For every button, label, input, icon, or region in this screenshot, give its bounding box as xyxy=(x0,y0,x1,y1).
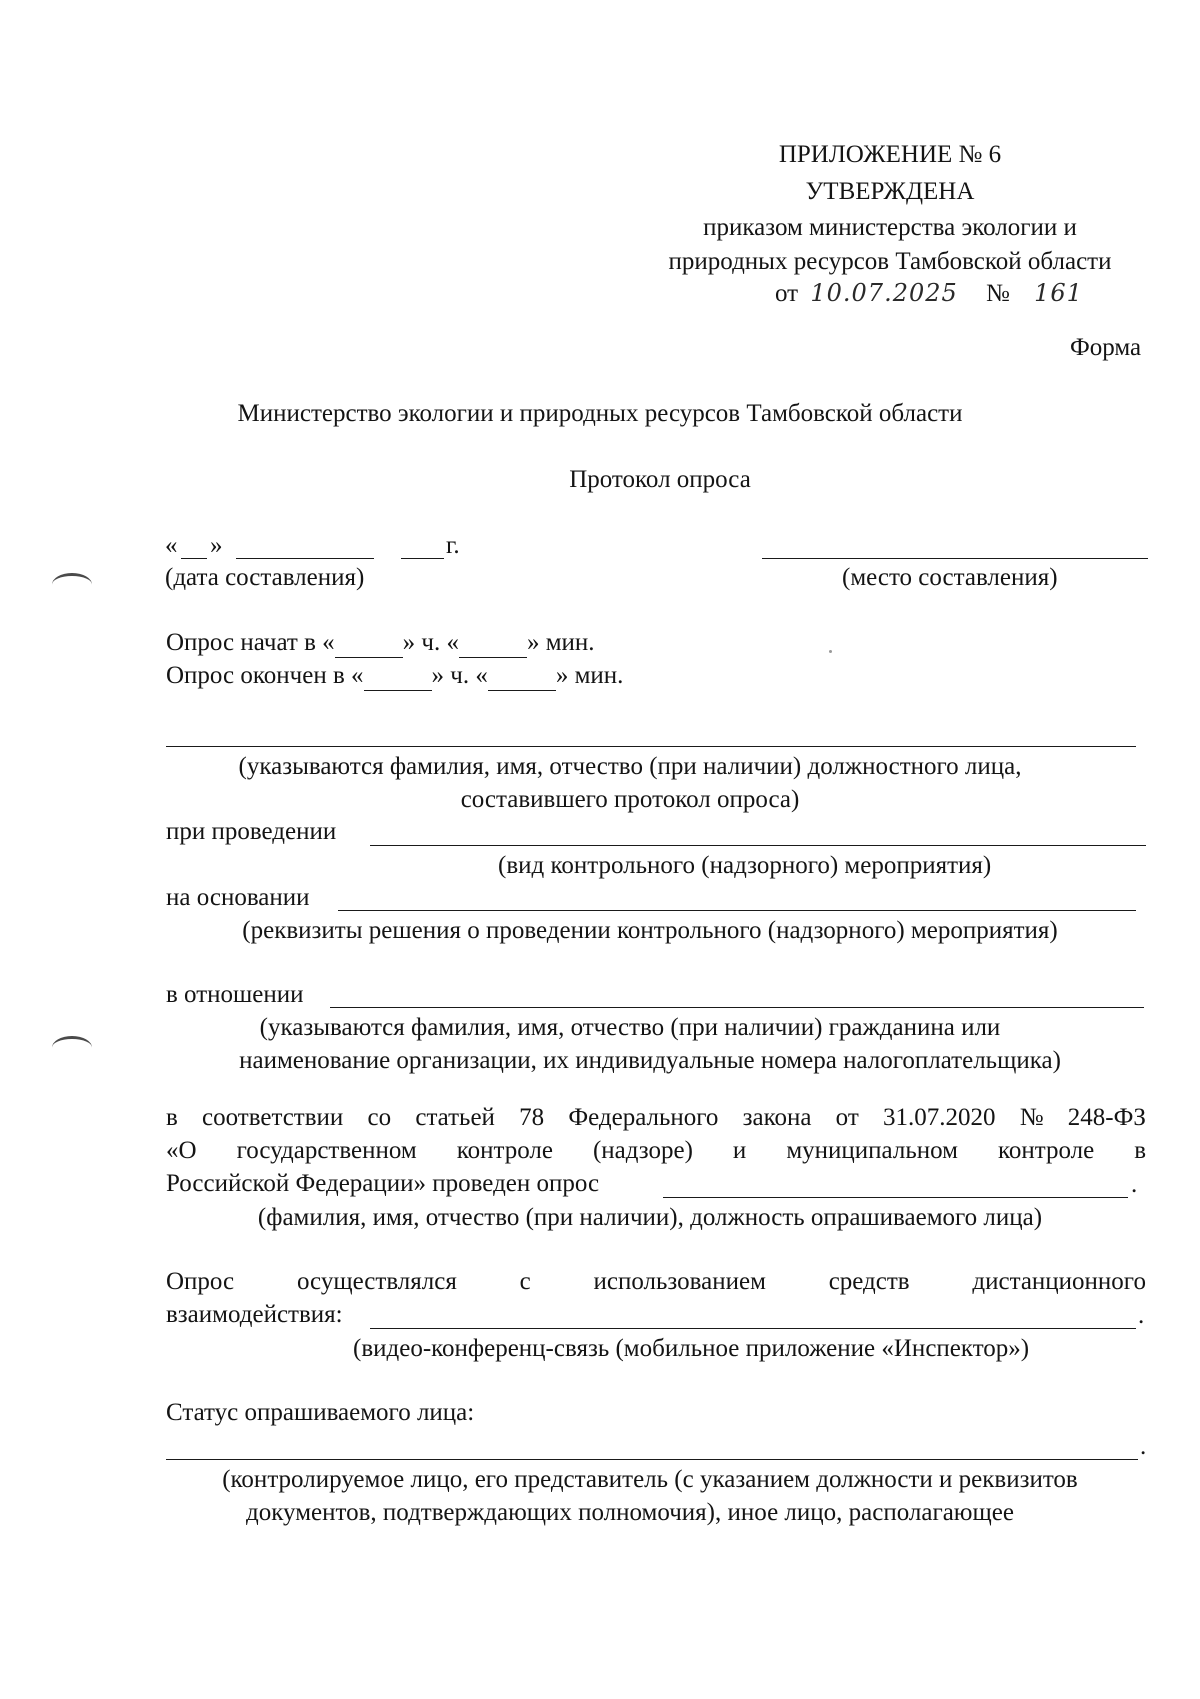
order-from-label: от xyxy=(775,280,799,307)
law-line-3: Российской Федерации» проведен опрос xyxy=(166,1170,600,1197)
justified-word: 78 xyxy=(519,1104,545,1131)
ministry-name: Министерство экологии и природных ресурсов Тамбовской области xyxy=(237,400,963,427)
interviewee-input[interactable] xyxy=(663,1169,1128,1198)
document-title: Протокол опроса xyxy=(569,466,751,493)
survey-end-row xyxy=(166,661,623,691)
status-caption-line-2: документов, подтверждающих полномочия), иное лицо, располагающее xyxy=(246,1499,1014,1526)
date-quote-open: « xyxy=(165,532,178,559)
appendix-number: ПРИЛОЖЕНИЕ № 6 xyxy=(778,141,1002,168)
justified-word: средств xyxy=(828,1268,910,1295)
interviewee-caption: (фамилия, имя, отчество (при наличии), должность опрашиваемого лица) xyxy=(257,1204,1043,1231)
justified-word: контроле xyxy=(997,1137,1095,1164)
approved-stamp-text: УТВЕРЖДЕНА xyxy=(805,178,975,205)
status-input[interactable] xyxy=(166,1431,1138,1460)
handwritten-order-number: 161 xyxy=(1034,279,1083,307)
start-minute-suffix: » мин. xyxy=(526,629,595,656)
justified-word: 248-ФЗ xyxy=(1067,1104,1146,1131)
law-line-1 xyxy=(166,1103,1146,1133)
conducting-input[interactable] xyxy=(370,817,1146,846)
form-label: Форма xyxy=(1070,334,1142,361)
law-line-2 xyxy=(166,1136,1146,1166)
justified-word: в xyxy=(1134,1137,1146,1164)
justified-word: Опрос xyxy=(166,1268,235,1295)
survey-end-label: Опрос окончен в « xyxy=(166,662,364,689)
status-label: Статус опрашиваемого лица: xyxy=(166,1399,475,1426)
order-line-1: приказом министерства экологии и xyxy=(703,214,1077,241)
regarding-label: в отношении xyxy=(166,981,304,1008)
regarding-input[interactable] xyxy=(330,979,1144,1008)
justified-word: статьей xyxy=(415,1104,495,1131)
date-month-input[interactable] xyxy=(236,530,374,559)
justified-word: Федерального xyxy=(568,1104,719,1131)
remote-period: . xyxy=(1138,1302,1145,1329)
justified-word: (надзоре) xyxy=(592,1137,693,1164)
end-minute-input[interactable] xyxy=(488,662,556,691)
start-hour-input[interactable] xyxy=(335,629,403,658)
survey-start-label: Опрос начат в « xyxy=(166,629,335,656)
date-caption: (дата составления) xyxy=(165,564,365,591)
justified-word: от xyxy=(835,1104,859,1131)
punch-hole-mark-bottom xyxy=(52,1036,92,1059)
order-number-label: № xyxy=(986,280,1010,307)
survey-start-row xyxy=(166,628,595,658)
interviewee-period: . xyxy=(1131,1171,1138,1198)
end-hour-suffix: » ч. « xyxy=(431,662,488,689)
date-year-suffix: г. xyxy=(446,532,460,559)
order-line-2: природных ресурсов Тамбовской области xyxy=(668,248,1112,275)
remote-method-input[interactable] xyxy=(370,1300,1136,1329)
end-minute-suffix: » мин. xyxy=(555,662,624,689)
handwritten-order-date: 10.07.2025 xyxy=(810,279,958,307)
status-caption-line-1: (контролируемое лицо, его представитель (с указанием должности и реквизитов xyxy=(222,1466,1078,1493)
justified-word: дистанционного xyxy=(972,1268,1146,1295)
place-caption: (место составления) xyxy=(842,564,1058,591)
remote-label: взаимодействия: xyxy=(166,1301,343,1328)
official-name-input[interactable] xyxy=(166,718,1136,747)
justified-word: контроле xyxy=(456,1137,553,1164)
basis-caption: (реквизиты решения о проведении контрольного (надзорного) мероприятия) xyxy=(242,917,1058,944)
basis-label: на основании xyxy=(166,884,310,911)
status-period: . xyxy=(1140,1433,1147,1460)
conducting-label: при проведении xyxy=(166,818,337,845)
justified-word: использованием xyxy=(593,1268,766,1295)
justified-word: осуществлялся xyxy=(296,1268,457,1295)
date-year-input[interactable] xyxy=(401,530,444,559)
scan-speck xyxy=(829,650,832,653)
remote-caption: (видео-конференц-связь (мобильное приложение «Инспектор») xyxy=(353,1335,1030,1362)
start-minute-input[interactable] xyxy=(459,629,527,658)
justified-word: и xyxy=(732,1137,747,1164)
justified-word: № xyxy=(1019,1104,1044,1131)
official-caption-line-2: составившего протокол опроса) xyxy=(460,786,800,813)
start-hour-suffix: » ч. « xyxy=(402,629,459,656)
justified-word: «О xyxy=(166,1137,197,1164)
conducting-caption: (вид контрольного (надзорного) мероприятия) xyxy=(498,852,992,879)
date-quote-close: » xyxy=(210,532,223,559)
regarding-caption-line-1: (указываются фамилия, имя, отчество (при наличии) гражданина или xyxy=(259,1014,1001,1041)
justified-word: государственном xyxy=(236,1137,417,1164)
end-hour-input[interactable] xyxy=(364,662,432,691)
justified-word: муниципальном xyxy=(786,1137,958,1164)
justified-word: с xyxy=(519,1268,531,1295)
place-input[interactable] xyxy=(762,530,1148,559)
justified-word: соответствии xyxy=(202,1104,344,1131)
justified-word: закона xyxy=(742,1104,812,1131)
basis-input[interactable] xyxy=(338,882,1136,911)
justified-word: 31.07.2020 xyxy=(883,1104,996,1131)
justified-word: со xyxy=(367,1104,392,1131)
official-caption-line-1: (указываются фамилия, имя, отчество (при наличии) должностного лица, xyxy=(238,753,1022,780)
order-date-row xyxy=(775,278,1083,309)
remote-line-1 xyxy=(166,1267,1146,1297)
justified-word: в xyxy=(166,1104,178,1131)
punch-hole-mark-top xyxy=(52,573,92,596)
date-day-input[interactable] xyxy=(181,530,207,559)
regarding-caption-line-2: наименование организации, их индивидуальные номера налогоплательщика) xyxy=(239,1047,1061,1074)
